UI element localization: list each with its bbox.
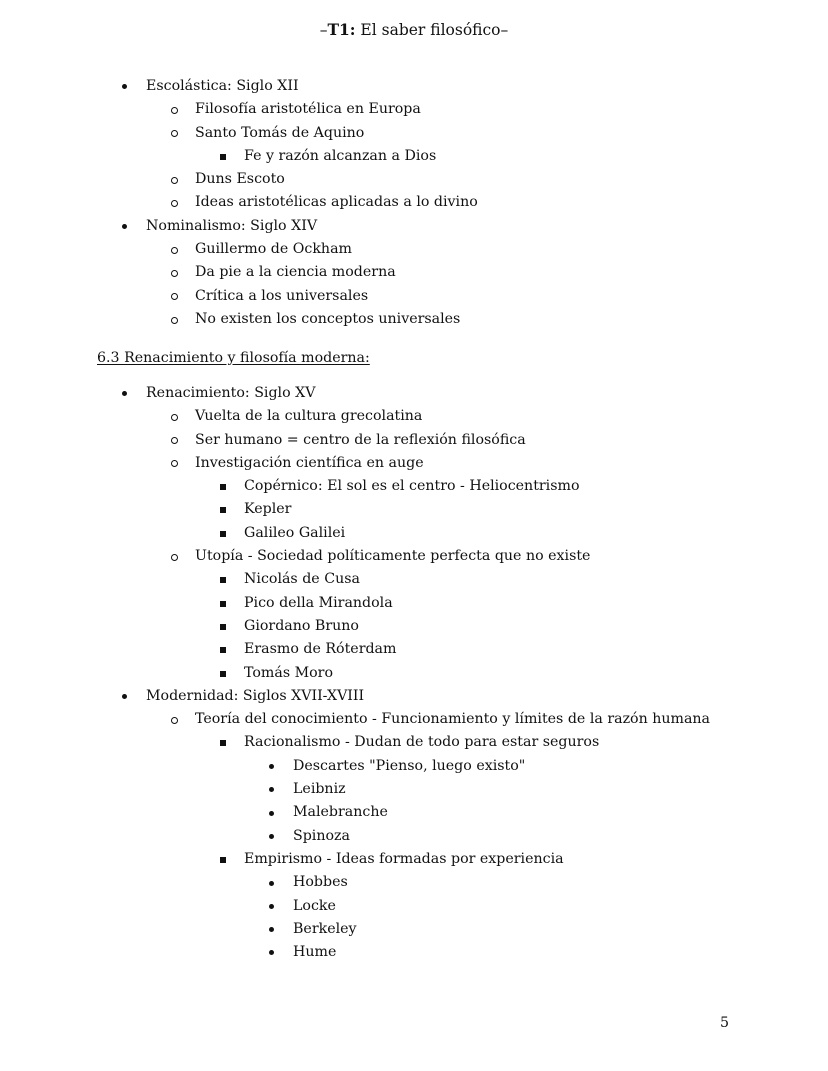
list-item <box>0 731 828 754</box>
bullet-square-icon <box>220 154 226 160</box>
list-item <box>0 638 828 661</box>
page-header <box>0 18 828 42</box>
bullet-disc-icon <box>269 927 274 932</box>
bullet-disc-icon <box>122 694 127 699</box>
list-item-text: Kepler <box>244 501 292 518</box>
list-item <box>0 285 828 308</box>
bullet-square-icon <box>220 484 226 490</box>
list-item <box>0 941 828 964</box>
bullet-circle-icon <box>171 270 178 277</box>
bullet-circle-icon <box>171 293 178 300</box>
header-dash-right: – <box>500 21 509 39</box>
list-item <box>0 452 828 475</box>
list-item-text: Racionalismo - Dudan de todo para estar seguros <box>244 734 600 751</box>
bullet-disc-icon <box>269 764 274 769</box>
bullet-square-icon <box>220 531 226 537</box>
bullet-disc-icon <box>269 811 274 816</box>
bullet-square-icon <box>220 647 226 653</box>
list-item <box>0 145 828 168</box>
list-item-text: Empirismo - Ideas formadas por experiencia <box>244 850 564 867</box>
list-item <box>0 801 828 824</box>
page-number: 5 <box>720 1015 730 1031</box>
list-item-text: Hume <box>293 944 337 961</box>
bullet-disc-icon <box>269 834 274 839</box>
list-item-text: Leibniz <box>293 781 346 798</box>
list-item-text: Guillermo de Ockham <box>195 241 352 258</box>
list-item-text: Pico della Mirandola <box>244 594 393 611</box>
list-item-text: Erasmo de Róterdam <box>244 641 397 658</box>
list-item-text: Spinoza <box>293 827 350 844</box>
list-item <box>0 168 828 191</box>
bullet-disc-icon <box>269 881 274 886</box>
list-item-text: Santo Tomás de Aquino <box>195 124 365 141</box>
bullet-circle-icon <box>171 414 178 421</box>
list-item <box>0 522 828 545</box>
list-item <box>0 895 828 918</box>
list-item-text: Fe y razón alcanzan a Dios <box>244 147 437 164</box>
list-item-text: Duns Escoto <box>195 171 285 188</box>
bullet-circle-icon <box>171 317 178 324</box>
bullet-circle-icon <box>171 247 178 254</box>
list-item <box>0 261 828 284</box>
list-item-text: Copérnico: El sol es el centro - Heliocentrismo <box>244 478 580 495</box>
bullet-circle-icon <box>171 177 178 184</box>
bullet-square-icon <box>220 507 226 513</box>
list-item-text: Utopía - Sociedad políticamente perfecta que no existe <box>195 548 591 565</box>
list-item-text: Giordano Bruno <box>244 617 359 634</box>
list-item <box>0 75 828 98</box>
list-item-text: Filosofía aristotélica en Europa <box>195 101 421 118</box>
list-item <box>0 708 828 731</box>
list-item-text: Locke <box>293 897 336 914</box>
header-topic-number: T1: <box>327 20 356 39</box>
list-item-text: Nominalismo: Siglo XIV <box>146 217 318 234</box>
list-item <box>0 685 828 708</box>
bullet-list-medieval <box>0 75 828 331</box>
list-item-text: Renacimiento: Siglo XV <box>146 385 316 401</box>
list-item-text: Vuelta de la cultura grecolatina <box>195 408 423 425</box>
list-item-text: Hobbes <box>293 874 348 891</box>
list-item-text: Teoría del conocimiento - Funcionamiento y límites de la razón humana <box>195 711 711 728</box>
list-item-text: Ser humano = centro de la reflexión filosófica <box>195 431 526 448</box>
bullet-circle-icon <box>171 437 178 444</box>
bullet-disc-icon <box>269 787 274 792</box>
list-item-text: Investigación científica en auge <box>195 454 424 471</box>
list-item <box>0 215 828 238</box>
list-item <box>0 871 828 894</box>
bullet-disc-icon <box>122 391 127 396</box>
header-dash-left: – <box>319 21 328 39</box>
list-item-text: Modernidad: Siglos XVII-XVIII <box>146 687 365 704</box>
list-item <box>0 615 828 638</box>
list-item-text: Nicolás de Cusa <box>244 571 360 588</box>
bullet-square-icon <box>220 624 226 630</box>
bullet-square-icon <box>220 577 226 583</box>
list-item <box>0 498 828 521</box>
list-item-text: Malebranche <box>293 804 388 821</box>
list-item <box>0 755 828 778</box>
list-item <box>0 191 828 214</box>
list-item-text: Berkeley <box>293 920 357 937</box>
list-item-text: Galileo Galilei <box>244 524 346 541</box>
bullet-circle-icon <box>171 554 178 561</box>
list-item-text: Da pie a la ciencia moderna <box>195 264 396 281</box>
list-item-text: Descartes "Pienso, luego existo" <box>293 757 526 774</box>
bullet-list-renaissance-modern <box>0 382 828 964</box>
list-item <box>0 98 828 121</box>
bullet-disc-icon <box>122 224 127 229</box>
list-item-text: No existen los conceptos universales <box>195 310 461 327</box>
bullet-circle-icon <box>171 460 178 467</box>
list-item <box>0 568 828 591</box>
header-title: El saber filosófico <box>355 21 501 39</box>
list-item <box>0 382 828 405</box>
bullet-square-icon <box>220 671 226 677</box>
list-item <box>0 308 828 331</box>
list-item-text: Ideas aristotélicas aplicadas a lo divino <box>195 194 478 211</box>
list-item <box>0 918 828 941</box>
bullet-disc-icon <box>269 904 274 909</box>
bullet-square-icon <box>220 601 226 607</box>
list-item <box>0 545 828 568</box>
section-heading: 6.3 Renacimiento y filosofía moderna: <box>97 350 370 366</box>
bullet-circle-icon <box>171 717 178 724</box>
list-item <box>0 429 828 452</box>
bullet-circle-icon <box>171 200 178 207</box>
list-item <box>0 825 828 848</box>
bullet-square-icon <box>220 740 226 746</box>
list-item <box>0 848 828 871</box>
bullet-circle-icon <box>171 130 178 137</box>
bullet-circle-icon <box>171 107 178 114</box>
list-item-text: Escolástica: Siglo XII <box>146 78 299 94</box>
list-item <box>0 592 828 615</box>
bullet-disc-icon <box>269 950 274 955</box>
list-item <box>0 405 828 428</box>
list-item <box>0 475 828 498</box>
bullet-square-icon <box>220 857 226 863</box>
list-item <box>0 662 828 685</box>
list-item <box>0 778 828 801</box>
bullet-disc-icon <box>122 84 127 89</box>
list-item-text: Crítica a los universales <box>195 287 369 304</box>
list-item <box>0 122 828 145</box>
list-item-text: Tomás Moro <box>244 664 333 681</box>
list-item <box>0 238 828 261</box>
